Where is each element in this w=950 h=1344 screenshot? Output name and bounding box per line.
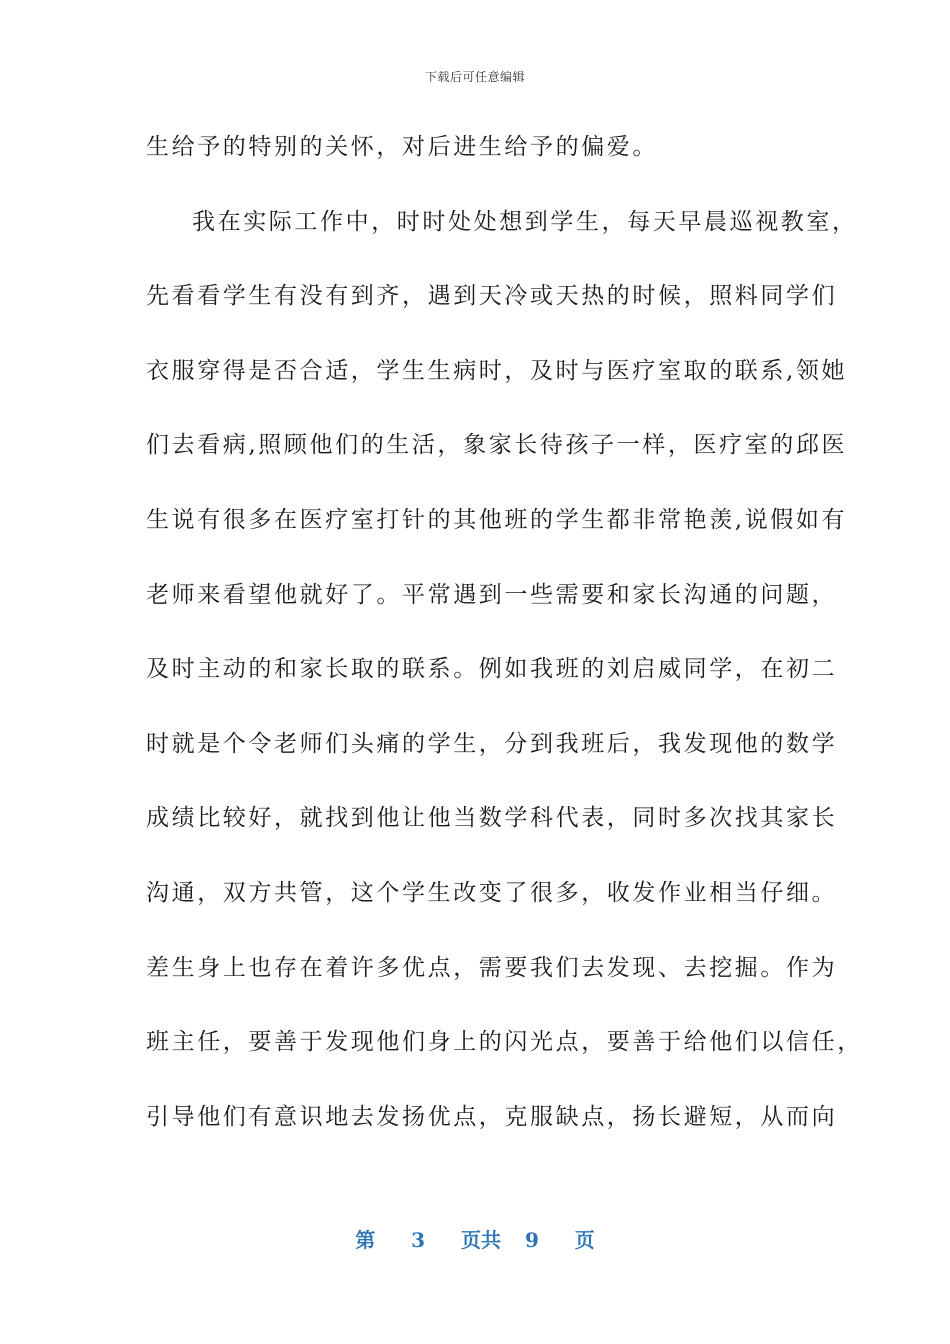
document-body — [146, 121, 863, 1165]
body-line: 生说有很多在医疗室打针的其他班的学生都非常艳羡,说假如有 — [146, 506, 848, 533]
body-line: 成绩比较好，就找到他让他当数学科代表，同时多次找其家长 — [146, 805, 838, 832]
body-line: 我在实际工作中，时时处处想到学生，每天早晨巡视教室， — [192, 208, 858, 235]
footer-total-pages: 9 — [524, 1228, 539, 1252]
footer-current-page: 3 — [411, 1228, 426, 1252]
body-line: 差生身上也存在着许多优点，需要我们去发现、去挖掘。作为 — [146, 954, 838, 981]
body-line: 沟通，双方共管，这个学生改变了很多，收发作业相当仔细。 — [146, 879, 838, 906]
body-line: 生给予的特别的关怀，对后进生给予的偏爱。 — [146, 134, 658, 160]
footer-middle: 页共 — [461, 1228, 501, 1252]
footer-prefix: 第 — [355, 1228, 376, 1252]
body-line: 先看看学生有没有到齐，遇到天冷或天热的时候，照料同学们 — [146, 283, 838, 310]
body-line: 老师来看望他就好了。平常遇到一些需要和家长沟通的问题， — [146, 581, 838, 608]
header-note: 下载后可任意编辑 — [424, 70, 525, 84]
body-line: 引导他们有意识地去发扬优点，克服缺点，扬长避短，从而向 — [146, 1103, 838, 1130]
body-line: 及时主动的和家长取的联系。例如我班的刘启威同学，在初二 — [146, 656, 838, 683]
body-line: 班主任，要善于发现他们身上的闪光点，要善于给他们以信任， — [146, 1029, 863, 1056]
footer-suffix: 页 — [574, 1228, 595, 1252]
page-footer — [0, 1224, 950, 1253]
body-line: 衣服穿得是否合适，学生生病时，及时与医疗室取的联系,领她 — [146, 357, 848, 384]
body-line: 时就是个令老师们头痛的学生，分到我班后，我发现他的数学 — [146, 730, 838, 757]
body-line: 们去看病,照顾他们的生活，象家长待孩子一样，医疗室的邱医 — [146, 432, 848, 459]
